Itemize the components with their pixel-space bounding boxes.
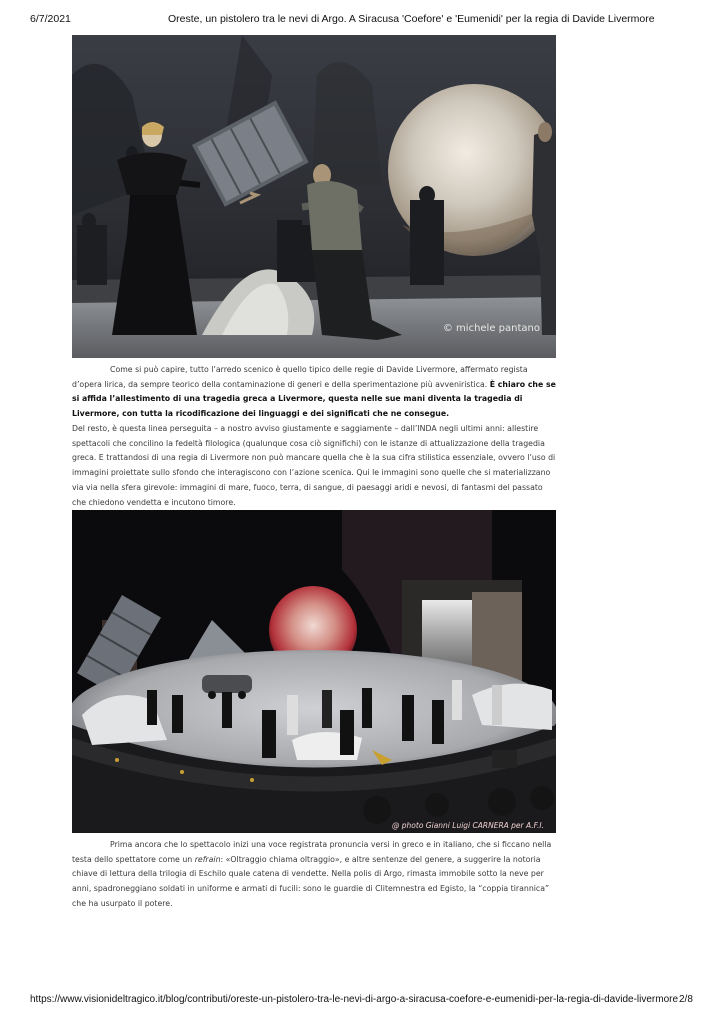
article-paragraph [72, 838, 556, 912]
stage-photo-2-graphic [72, 510, 556, 833]
stage-photo-orestes-kneeling [72, 35, 556, 358]
print-date: 6/7/2021 [30, 13, 71, 25]
article-paragraph [72, 422, 556, 510]
paragraph-text-after: : «Oltraggio chiama oltraggio», e altre sentenze del genere, a suggerire la notoria chiave di lettura della trilogia di Eschilo quale catena di vendette. Nella polis di Argo, rimasta immobile sotto la neve per anni, spadroneggiano soldati in uniforme e armati di fucili: sono le guardie di Clitemnestra ed Egisto, la “coppia tirannica” che ha usurpato il potere. [72, 854, 550, 908]
paragraph-bold-text: È chiaro che se si affida l’allestimento di una tragedia greca a Livermore, questa nelle sue mani diventa la tragedia di Livermore, con tutta la ricodificazione dei linguaggi e dei significati che ne consegue. [72, 379, 556, 419]
stage-photo-1-graphic [72, 35, 556, 358]
stage-photo-theatre-wide [72, 510, 556, 833]
print-url: https://www.visionideltragico.it/blog/contributi/oreste-un-pistolero-tra-le-nevi-di-argo-a-siracusa-coefore-e-eumenidi-per-la-regia-di-davide-livermore [30, 994, 679, 1005]
print-page-number: 2/8 [679, 994, 693, 1005]
paragraph-text: Del resto, è questa linea perseguita – a nostro avviso giustamente e saggiamente – dall’INDA negli ultimi anni: allestire spettacoli che concilino la fedeltà filologica (qualunque cosa ciò significhi) con le istanze di attualizzazione della tragedia greca. E trattandosi di una regia di Livermore non può mancare quella che è la sua cifra stilistica essenziale, ovvero l’uso di immagini proiettate sullo sfondo che interagiscono con l’azione scenica. Qui le immagini sono quelle che si materializzano via via nella sfera girevole: immagini di mare, fuoco, terra, di sangue, di paesaggi aridi e nevosi, di fantasmi del passato che chiedono vendetta e incutono timore. [72, 424, 556, 507]
article-paragraph [72, 363, 556, 422]
photo-credit: @ photo Gianni Luigi CARNERA per A.F.I. [391, 821, 544, 830]
print-page-title: Oreste, un pistolero tra le nevi di Argo. A Siracusa 'Coefore' e 'Eumenidi' per la regia di Davide Livermore [168, 13, 655, 25]
paragraph-text: Come si può capire, tutto l’arredo scenico è quello tipico delle regie di Davide Livermore, affermato regista d’opera lirica, da sempre teorico della contaminazione di generi e della sperimentazione più avveniristica. [72, 365, 528, 389]
paragraph-text-before: Prima ancora che lo spettacolo inizi una voce registrata pronuncia versi in greco e in italiano, che si ficcano nella testa dello spettatore come un [72, 840, 552, 864]
photo-credit: © michele pantano [442, 323, 540, 334]
paragraph-italic-text: refrain [194, 854, 221, 864]
